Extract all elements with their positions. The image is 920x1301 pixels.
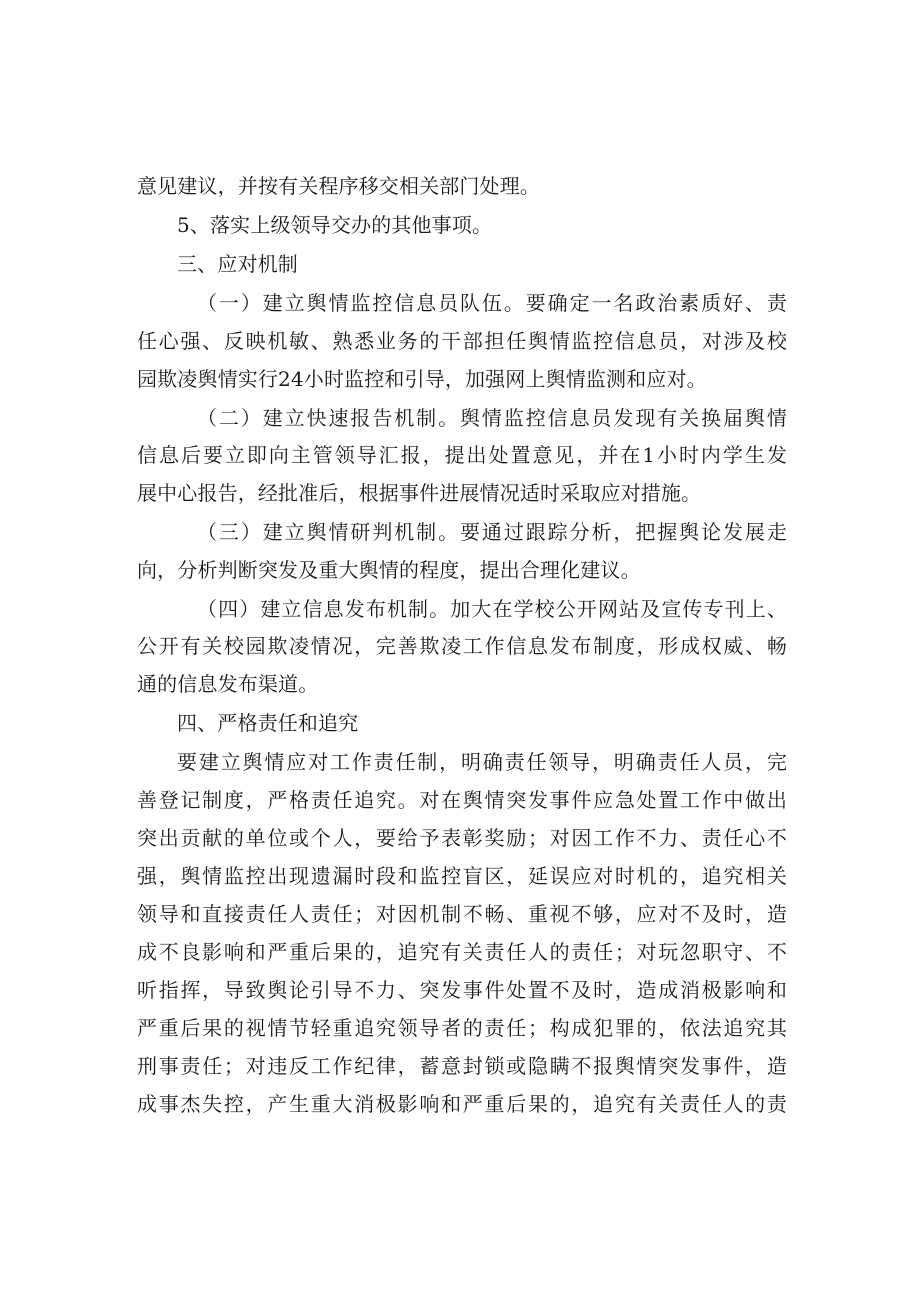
paragraph-line: 成事杰失控，产生重大消极影响和严重后果的，追究有关责任人的责: [137, 1092, 787, 1116]
paragraph-line: （三）建立舆情研判机制。要通过跟踪分析，把握舆论发展走: [197, 520, 787, 544]
section-heading: 四、严格责任和追究: [177, 711, 359, 735]
body-text-line: 意见建议，并按有关程序移交相关部门处理。: [137, 174, 540, 198]
paragraph-line: 突出贡献的单位或个人，要给予表彰奖励；对因工作不力、责任心不: [137, 826, 787, 850]
paragraph-line: 任心强、反映机敏、熟悉业务的干部担任舆情监控信息员，对涉及校: [137, 329, 787, 353]
paragraph-line: 刑事责任；对违反工作纪律，蓄意封锁或隐瞒不报舆情突发事件，造: [137, 1054, 787, 1078]
paragraph-line: 信息后要立即向主管领导汇报，提出处置意见，并在1小时内学生发: [137, 443, 787, 467]
paragraph-line: 公开有关校园欺凌情况，完善欺凌工作信息发布制度，形成权威、畅: [137, 634, 787, 658]
paragraph-line: 园欺凌舆情实行24小时监控和引导，加强网上舆情监测和应对。: [137, 367, 707, 391]
paragraph-line: 严重后果的视情节轻重追究领导者的责任；构成犯罪的，依法追究其: [137, 1016, 787, 1040]
section-heading: 三、应对机制: [177, 252, 298, 276]
paragraph-line: 要建立舆情应对工作责任制，明确责任领导，明确责任人员，完: [177, 750, 787, 774]
paragraph-line: 强，舆情监控出现遗漏时段和监控盲区，延误应对时机的，追究相关: [137, 864, 787, 888]
paragraph-line: （二）建立快速报告机制。舆情监控信息员发现有关换届舆情: [197, 406, 787, 430]
paragraph-line: 听指挥，导致舆论引导不力、突发事件处置不及时，造成消极影响和: [137, 978, 787, 1002]
paragraph-line: （四）建立信息发布机制。加大在学校公开网站及宣传专刊上、: [197, 597, 787, 621]
paragraph-line: 领导和直接责任人责任；对因机制不畅、重视不够，应对不及时，造: [137, 902, 787, 926]
paragraph-line: 成不良影响和严重后果的，追究有关责任人的责任；对玩忽职守、不: [137, 940, 787, 964]
paragraph-line: 善登记制度，严格责任追究。对在舆情突发事件应急处置工作中做出: [137, 788, 787, 812]
paragraph-line: 展中心报告，经批准后，根据事件进展情况适时采取应对措施。: [137, 481, 702, 505]
paragraph-line: 通的信息发布渠道。: [137, 672, 319, 696]
list-item: 5、落实上级领导交办的其他事项。: [177, 213, 493, 237]
paragraph-line: 向，分析判断突发及重大舆情的程度，提出合理化建议。: [137, 558, 641, 582]
paragraph-line: （一）建立舆情监控信息员队伍。要确定一名政治素质好、责: [197, 291, 787, 315]
